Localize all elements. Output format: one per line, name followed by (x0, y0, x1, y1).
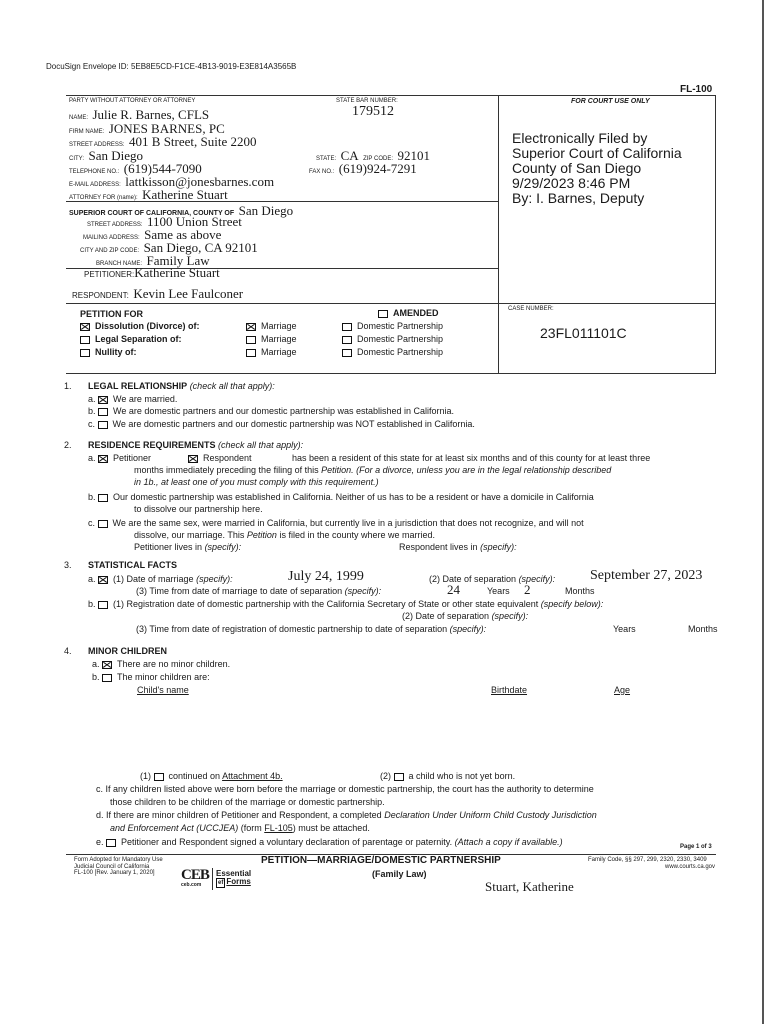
marriage-date: July 24, 1999 (288, 569, 364, 584)
no-minor-children-label: There are no minor children. (117, 659, 231, 669)
attorney-street: 401 B Street, Suite 2200 (129, 134, 257, 149)
uccjea-form-text: (form (240, 823, 262, 833)
nullity-dp-label: Domestic Partnership (357, 347, 444, 357)
street-label: STREET ADDRESS: (69, 142, 125, 148)
item-letter: a. (88, 574, 96, 584)
electronic-filing-stamp (512, 131, 682, 206)
court-street-label: STREET ADDRESS: (87, 222, 143, 228)
specify-note: (specify): (480, 542, 517, 552)
page-number: Page 1 of 3 (680, 844, 712, 850)
court-street: 1100 Union Street (147, 214, 242, 229)
legal-separation-label: Legal Separation of: (95, 334, 182, 344)
respondent-resident-label: Respondent (203, 453, 252, 463)
item-letter: b. (88, 406, 96, 416)
unborn-child-label: a child who is not yet born. (408, 771, 516, 781)
item-letter: c. (88, 419, 96, 429)
header-bottom-border (66, 373, 716, 374)
attachment-num: (1) (140, 771, 151, 781)
filing-line: County of San Diego (512, 160, 642, 176)
dp-not-ca-label: We are domestic partners and our domestic partnership was NOT established in California. (112, 419, 475, 429)
item-letter: e. (96, 837, 104, 847)
essential-forms-logo (216, 870, 251, 888)
years-label: Years (487, 586, 510, 596)
item-letter: b. (92, 672, 100, 682)
years-value: 24 (447, 582, 460, 597)
specify-note: (specify): (449, 624, 487, 634)
dissolution-checkbox[interactable] (80, 323, 90, 331)
respondent-resident-checkbox[interactable] (188, 455, 198, 463)
uccjea-text: If there are minor children of Petitioner and Respondent, a completed (106, 810, 382, 820)
filing-line: Superior Court of California (512, 145, 682, 161)
attorney-city: San Diego (88, 148, 143, 163)
amended-label: AMENDED (393, 308, 439, 318)
same-sex-line1: We are the same sex, were married in California, but currently live in a jurisdiction that does not recognize, and will not (112, 518, 584, 528)
signer-name: Stuart, Katherine (485, 879, 574, 894)
same-sex-line2: dissolve, our marriage. This (134, 530, 245, 540)
children-before-line2: those children to be children of the marriage or domestic partnership. (110, 797, 385, 807)
section-2-title: RESIDENCE REQUIREMENTS (88, 440, 216, 450)
petition-word: Petition. (321, 465, 354, 475)
courts-website: www.courts.ca.gov (665, 864, 716, 870)
dissolution-dp-checkbox[interactable] (342, 323, 352, 331)
dp-separation-label: (2) Date of separation (402, 611, 490, 621)
section-1-title: LEGAL RELATIONSHIP (88, 381, 188, 391)
docusign-envelope-id: DocuSign Envelope ID: 5EB8E5CD-F1CE-4B13-9019-E3E814A3565B (46, 62, 297, 71)
ceb-site: ceb.com (181, 882, 202, 888)
married-checkbox[interactable] (98, 396, 108, 404)
years-label: Years (613, 624, 636, 634)
attorney-header: PARTY WITHOUT ATTORNEY OR ATTORNEY (69, 98, 196, 104)
legal-separation-checkbox[interactable] (80, 336, 90, 344)
adopted-line: Judicial Council of California (74, 863, 150, 870)
attorney-fax: (619)924-7291 (338, 161, 417, 176)
separation-date-label: (2) Date of separation (429, 574, 517, 584)
nullity-checkbox[interactable] (80, 349, 90, 357)
nullity-label: Nullity of: (95, 347, 137, 357)
specify-note: (specify): (196, 574, 233, 584)
case-number: 23FL011101C (540, 325, 627, 341)
attachment-checkbox[interactable] (154, 773, 164, 781)
petitioner-resident-label: Petitioner (113, 453, 152, 463)
respondent-lives-label: Respondent lives in (399, 542, 478, 552)
uccjea-title-2: and Enforcement Act (UCCJEA) (110, 823, 239, 833)
no-minor-children-checkbox[interactable] (102, 661, 112, 669)
case-number-label: CASE NUMBER: (508, 306, 554, 312)
attorney-state: CA (340, 148, 359, 163)
attachment-text: continued on (168, 771, 221, 781)
dissolution-marriage-label: Marriage (261, 321, 297, 331)
section-3-number: 3. (64, 560, 72, 570)
ceb-logo-text: CEB (181, 867, 209, 883)
ef-icon: ef (218, 880, 224, 886)
children-before-line1: If any children listed above were born before the marriage or domestic partnership, the court has the authority to determine (105, 784, 594, 794)
header-right-border (715, 95, 716, 373)
ceb-logo (181, 868, 209, 888)
residence-text-line1: has been a resident of this state for at least six months and of this county for at least three (292, 453, 651, 463)
name-label: NAME: (69, 115, 89, 121)
court-mailing: Same as above (144, 227, 222, 242)
adopted-line: Form Adopted for Mandatory Use (74, 857, 163, 863)
months-value: 2 (524, 582, 531, 597)
same-sex-line2b: is filed in the county where we married. (279, 530, 436, 540)
parentage-text: Petitioner and Respondent signed a voluntary declaration of parentage or paternity. (121, 837, 453, 847)
item-letter: b. (88, 599, 96, 609)
birthdate-header: Birthdate (491, 685, 528, 695)
dp-ca-label: We are domestic partners and our domestic partnership was established in California. (113, 406, 455, 416)
item-letter: c. (96, 784, 104, 794)
minor-children-label: The minor children are: (117, 672, 210, 682)
section-4-title: MINOR CHILDREN (88, 646, 167, 656)
months-label: Months (688, 624, 718, 634)
essential-text: Essential (216, 869, 252, 878)
adopted-block (74, 857, 163, 877)
parentage-checkbox[interactable] (106, 839, 116, 847)
fax-label: FAX NO.: (309, 169, 335, 175)
specify-note: (specify): (204, 542, 242, 552)
specify-note: (specify): (344, 586, 382, 596)
court-cityzip: San Diego, CA 92101 (143, 240, 258, 255)
dp-established-line2: to dissolve our partnership here. (134, 504, 263, 514)
dissolution-dp-label: Domestic Partnership (357, 321, 444, 331)
petitioner-resident-checkbox[interactable] (98, 455, 108, 463)
bar-number-label: STATE BAR NUMBER: (336, 98, 398, 104)
nullity-marriage-label: Marriage (261, 347, 297, 357)
state-label: STATE: (316, 156, 337, 162)
court-cityzip-label: CITY AND ZIP CODE: (80, 248, 140, 254)
zip-label: ZIP CODE: (363, 156, 393, 162)
respondent-label: RESPONDENT: (72, 291, 129, 300)
age-header: Age (614, 685, 631, 695)
dp-established-line1: Our domestic partnership was established in California. Neither of us has to be a resident or have a domicile in California (113, 492, 594, 502)
parentage-note: (Attach a copy if available.) (454, 837, 563, 847)
married-label: We are married. (113, 394, 178, 404)
dissolution-marriage-checkbox[interactable] (246, 323, 256, 331)
unborn-num: (2) (380, 771, 391, 781)
separation-date: September 27, 2023 (590, 568, 703, 583)
dp-duration-label: (3) Time from date of registration of domestic partnership to date of separation (136, 624, 448, 634)
petition-word: Petition (246, 530, 277, 540)
nullity-marriage-checkbox[interactable] (246, 349, 256, 357)
uccjea-attached-text: ) must be attached. (292, 823, 370, 833)
section-2-note: (check all that apply): (218, 440, 304, 450)
separation-marriage-checkbox[interactable] (246, 336, 256, 344)
dp-not-ca-checkbox[interactable] (98, 421, 108, 429)
minor-children-checkbox[interactable] (102, 674, 112, 682)
unborn-child-checkbox[interactable] (394, 773, 404, 781)
filing-line: 9/29/2023 8:46 PM (512, 175, 631, 191)
marriage-date-label: (1) Date of marriage (113, 574, 194, 584)
bar-number: 179512 (352, 104, 394, 119)
nullity-dp-checkbox[interactable] (342, 349, 352, 357)
scan-edge (762, 0, 764, 1024)
court-use-label: FOR COURT USE ONLY (571, 98, 650, 105)
item-letter: c. (88, 518, 96, 528)
item-letter: a. (92, 659, 100, 669)
parties-petition-divider (66, 303, 716, 304)
specify-below-note: (specify below): (540, 599, 604, 609)
section-4-number: 4. (64, 646, 72, 656)
petitioner-name: Katherine Stuart (134, 265, 220, 280)
specify-note: (specify): (491, 611, 529, 621)
court-label: SUPERIOR COURT OF CALIFORNIA, COUNTY OF (69, 210, 235, 217)
respondent-name: Kevin Lee Faulconer (133, 286, 244, 301)
item-letter: d. (96, 810, 104, 820)
dp-ca-checkbox[interactable] (98, 408, 108, 416)
dp-facts-checkbox[interactable] (98, 601, 108, 609)
email-label: E-MAIL ADDRESS: (69, 182, 121, 188)
court-branch-label: BRANCH NAME: (96, 261, 143, 267)
same-sex-checkbox[interactable] (98, 520, 108, 528)
residence-text-line3: in 1b., at least one of you must comply with this requirement.) (134, 477, 379, 487)
section-3-title: STATISTICAL FACTS (88, 560, 177, 570)
uccjea-title: Declaration Under Uniform Child Custody Jurisdiction (384, 810, 597, 820)
form-subtitle: (Family Law) (372, 869, 427, 879)
court-mailing-label: MAILING ADDRESS: (83, 235, 140, 241)
telephone-label: TELEPHONE NO.: (69, 169, 120, 175)
petitioner-label: PETITIONER: (84, 270, 135, 279)
attorney-for-name: Katherine Stuart (142, 187, 228, 202)
petition-for-title: PETITION FOR (80, 309, 143, 319)
child-name-header: Child's name (137, 685, 189, 695)
court-branch: Family Law (146, 253, 210, 268)
item-letter: a. (88, 453, 96, 463)
residence-note: (For a divorce, unless you are in the legal relationship described (356, 465, 612, 475)
item-letter: b. (88, 492, 96, 502)
court-county: San Diego (238, 203, 294, 218)
marriage-facts-checkbox[interactable] (98, 576, 108, 584)
firm-label: FIRM NAME: (69, 129, 105, 135)
filing-line: Electronically Filed by (512, 130, 648, 146)
attorney-telephone: (619)544-7090 (123, 161, 202, 176)
family-code: Family Code, §§ 297, 299, 2320, 2330, 3409 (588, 857, 707, 863)
header-column-divider (498, 95, 499, 373)
attorney-for-label: ATTORNEY FOR (name): (69, 195, 138, 201)
logo-divider (212, 868, 213, 890)
section-1-number: 1. (64, 381, 72, 391)
months-label: Months (565, 586, 595, 596)
header-top-border (66, 95, 716, 96)
separation-dp-label: Domestic Partnership (357, 334, 444, 344)
firm-name: JONES BARNES, PC (108, 121, 225, 136)
form-code: FL-100 (680, 84, 713, 95)
city-label: CITY: (69, 156, 85, 162)
attorney-name: Julie R. Barnes, CFLS (92, 107, 210, 122)
residence-text-line2: months immediately preceding the filing of this (134, 465, 319, 475)
section-1-note: (check all that apply): (189, 381, 275, 391)
fl105-link[interactable]: FL-105 (264, 823, 293, 833)
attachment-link[interactable]: Attachment 4b. (222, 771, 283, 781)
dp-registration-label: (1) Registration date of domestic partnership with the California Secretary of State or other state equivalent (113, 599, 539, 609)
item-letter: a. (88, 394, 96, 404)
form-title: PETITION—MARRIAGE/DOMESTIC PARTNERSHIP (261, 855, 501, 866)
adopted-line: FL-100 [Rev. January 1, 2020] (74, 870, 155, 876)
separation-dp-checkbox[interactable] (342, 336, 352, 344)
duration-label: (3) Time from date of marriage to date of separation (136, 586, 343, 596)
forms-text: Forms (226, 877, 251, 886)
section-2-number: 2. (64, 440, 72, 450)
specify-note: (specify): (518, 574, 556, 584)
attorney-zip: 92101 (397, 148, 430, 163)
separation-marriage-label: Marriage (261, 334, 297, 344)
attorney-email: lattkisson@jonesbarnes.com (125, 174, 275, 189)
amended-checkbox[interactable] (378, 310, 388, 318)
petitioner-lives-label: Petitioner lives in (134, 542, 203, 552)
dissolution-label: Dissolution (Divorce) of: (95, 321, 200, 331)
filing-line: By: I. Barnes, Deputy (512, 190, 645, 206)
dp-established-checkbox[interactable] (98, 494, 108, 502)
